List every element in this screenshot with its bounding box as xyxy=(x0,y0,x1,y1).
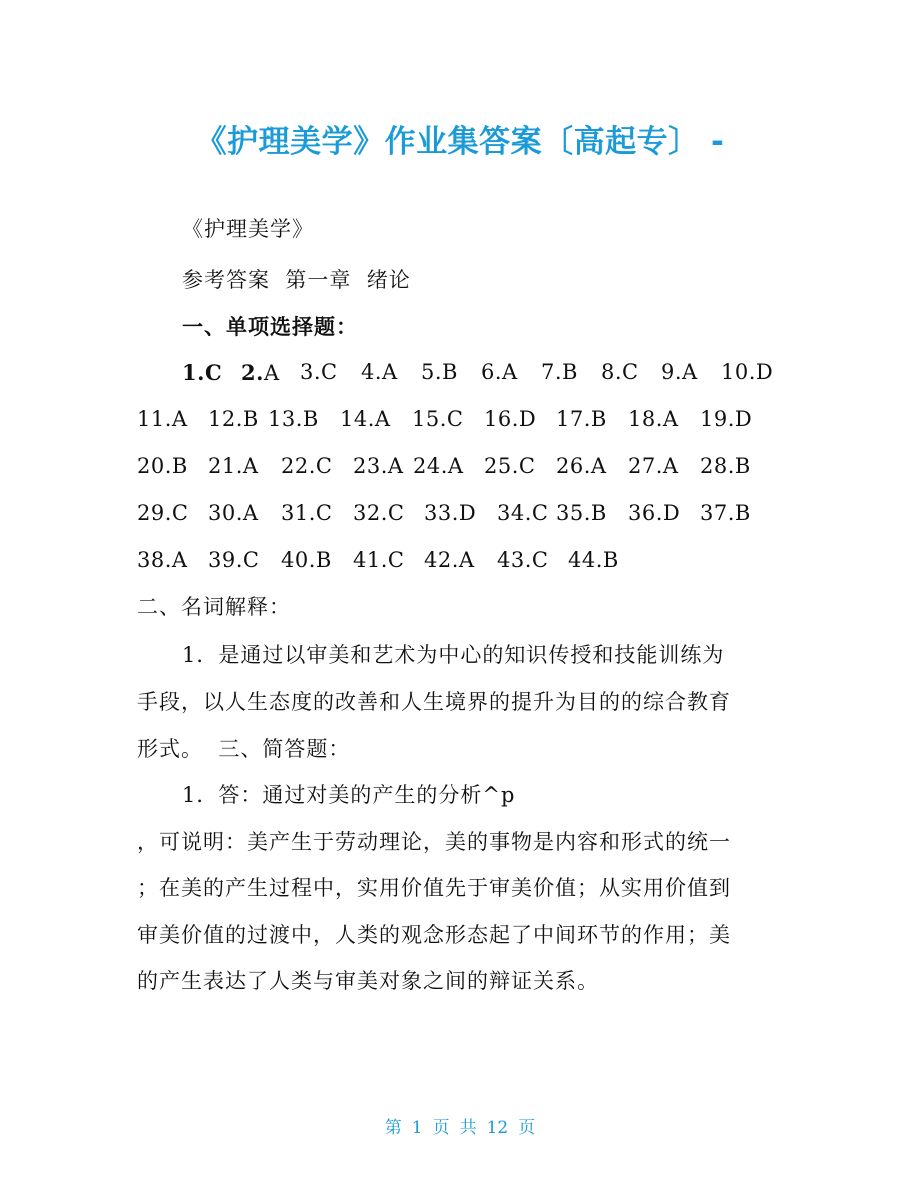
answer-letter: C xyxy=(315,501,333,525)
answer-item xyxy=(721,360,773,384)
answer-letter: A xyxy=(374,407,391,431)
question-number: 5. xyxy=(421,360,443,384)
question-number: 24. xyxy=(413,454,448,478)
answer-letter: C xyxy=(315,454,333,478)
answer-letter: C xyxy=(622,360,639,384)
answer-item xyxy=(137,548,188,572)
answer-letter: C xyxy=(242,548,260,572)
definition-line: 1．是通过以审美和艺术为中心的知识传授和技能训练为 xyxy=(182,643,725,667)
answer-item xyxy=(700,501,751,525)
answer-item xyxy=(182,360,222,385)
answer-item xyxy=(556,501,607,525)
answer-letter: C xyxy=(446,407,464,431)
question-number: 43. xyxy=(497,548,532,572)
footer-page-number: 1 xyxy=(411,1118,423,1138)
answer-letter: D xyxy=(518,407,537,431)
answer-item xyxy=(484,454,535,478)
answer-item xyxy=(497,501,548,525)
answer-item xyxy=(353,454,404,478)
answer-letter: A xyxy=(171,407,188,431)
answer-item xyxy=(556,407,607,431)
question-number: 21. xyxy=(208,454,243,478)
answer-item xyxy=(208,454,259,478)
chapter-heading: 参考答案 第一章 绪论 xyxy=(182,268,411,292)
question-number: 22. xyxy=(281,454,316,478)
answer-letter: B xyxy=(590,407,607,431)
answer-item xyxy=(700,407,752,431)
answer-letter: C xyxy=(204,360,223,385)
short-answer-line: 审美价值的过渡中，人类的观念形态起了中间环节的作用；美 xyxy=(137,923,731,947)
answer-letter: A xyxy=(387,454,404,478)
answer-item xyxy=(340,407,391,431)
question-number: 34. xyxy=(497,501,532,525)
answer-item xyxy=(268,407,319,431)
answer-item xyxy=(241,360,280,385)
question-number: 39. xyxy=(208,548,243,572)
answer-item xyxy=(424,548,475,572)
answer-item xyxy=(208,407,259,431)
question-number: 23. xyxy=(353,454,388,478)
question-number: 30. xyxy=(208,501,243,525)
answer-item xyxy=(601,360,639,384)
question-number: 26. xyxy=(556,454,591,478)
answer-letter: A xyxy=(502,360,518,384)
answer-letter: A xyxy=(662,407,679,431)
question-number: 12. xyxy=(208,407,243,431)
question-number: 19. xyxy=(700,407,735,431)
question-number: 6. xyxy=(481,360,503,384)
answer-item xyxy=(484,407,536,431)
answer-item xyxy=(300,360,338,384)
section-single-choice: 一、单项选择题： xyxy=(182,314,358,339)
answer-item xyxy=(137,501,188,525)
question-number: 27. xyxy=(628,454,663,478)
answer-letter: C xyxy=(531,548,549,572)
answer-item xyxy=(628,454,679,478)
question-number: 14. xyxy=(340,407,375,431)
answer-item xyxy=(353,501,404,525)
answer-letter: A xyxy=(242,454,259,478)
answer-item xyxy=(424,501,476,525)
answer-letter: B xyxy=(171,454,188,478)
footer-word: 页 xyxy=(518,1118,536,1138)
answer-letter: D xyxy=(662,501,681,525)
answer-letter: B xyxy=(734,501,751,525)
question-number: 8. xyxy=(601,360,623,384)
answer-item xyxy=(556,454,607,478)
answer-item xyxy=(361,360,398,384)
question-number: 17. xyxy=(556,407,591,431)
question-number: 35. xyxy=(556,501,591,525)
answer-item xyxy=(281,501,332,525)
question-number: 9. xyxy=(661,360,683,384)
question-number: 40. xyxy=(281,548,316,572)
question-number: 28. xyxy=(700,454,735,478)
answer-item xyxy=(481,360,518,384)
question-number: 33. xyxy=(424,501,459,525)
answer-letter: C xyxy=(387,501,405,525)
answer-letter: A xyxy=(263,361,280,385)
question-number: 2. xyxy=(241,360,264,385)
answer-item xyxy=(353,548,404,572)
answer-item xyxy=(412,407,463,431)
question-number: 36. xyxy=(628,501,663,525)
answer-item xyxy=(661,360,698,384)
answer-key xyxy=(0,360,920,600)
answer-letter: D xyxy=(755,360,774,384)
answer-item xyxy=(628,501,680,525)
short-answer-line: ，可说明：美产生于劳动理论，美的事物是内容和形式的统一 xyxy=(137,830,731,854)
answer-letter: D xyxy=(734,407,753,431)
short-answer-line: 1．答：通过对美的产生的分析^p xyxy=(182,783,516,807)
answer-letter: B xyxy=(242,407,259,431)
answer-item xyxy=(137,454,188,478)
footer-total-pages: 12 xyxy=(486,1118,509,1138)
question-number: 13. xyxy=(268,407,303,431)
question-number: 29. xyxy=(137,501,172,525)
answer-letter: A xyxy=(662,454,679,478)
answer-letter: A xyxy=(682,360,698,384)
footer-word: 共 xyxy=(459,1118,477,1138)
answer-letter: A xyxy=(458,548,475,572)
answer-item xyxy=(413,454,464,478)
answer-letter: C xyxy=(518,454,536,478)
question-number: 15. xyxy=(412,407,447,431)
answer-item xyxy=(281,548,332,572)
answer-letter: A xyxy=(447,454,464,478)
question-number: 38. xyxy=(137,548,172,572)
answer-letter: D xyxy=(458,501,477,525)
question-number: 18. xyxy=(628,407,663,431)
answer-item xyxy=(208,501,259,525)
answer-letter: B xyxy=(602,548,619,572)
answer-letter: C xyxy=(531,501,549,525)
question-number: 10. xyxy=(721,360,756,384)
answer-letter: B xyxy=(562,360,578,384)
question-number: 16. xyxy=(484,407,519,431)
question-number: 20. xyxy=(137,454,172,478)
answer-letter: B xyxy=(315,548,332,572)
answer-letter: B xyxy=(442,360,458,384)
answer-item xyxy=(137,407,188,431)
footer-word: 页 xyxy=(432,1118,450,1138)
answer-item xyxy=(281,454,332,478)
question-number: 7. xyxy=(541,360,563,384)
question-number: 41. xyxy=(353,548,388,572)
question-number: 44. xyxy=(568,548,603,572)
definition-line: 形式。 三、简答题： xyxy=(137,737,351,761)
answer-item xyxy=(497,548,548,572)
answer-item xyxy=(541,360,578,384)
definition-line: 手段，以人生态度的改善和人生境界的提升为目的的综合教育 xyxy=(137,690,731,714)
answer-item xyxy=(208,548,259,572)
question-number: 4. xyxy=(361,360,383,384)
answer-letter: B xyxy=(302,407,319,431)
question-number: 1. xyxy=(182,360,205,385)
answer-letter: A xyxy=(382,360,398,384)
answer-item xyxy=(628,407,679,431)
answer-letter: A xyxy=(242,501,259,525)
question-number: 32. xyxy=(353,501,388,525)
section-terms: 二、名词解释： xyxy=(137,595,291,619)
question-number: 42. xyxy=(424,548,459,572)
question-number: 37. xyxy=(700,501,735,525)
document-title: 《护理美学》作业集答案〔高起专〕 - xyxy=(195,124,725,160)
answer-item xyxy=(568,548,619,572)
footer-word: 第 xyxy=(384,1118,402,1138)
answer-item xyxy=(421,360,458,384)
question-number: 31. xyxy=(281,501,316,525)
short-answer-line: ；在美的产生过程中，实用价值先于审美价值；从实用价值到 xyxy=(137,876,731,900)
answer-letter: C xyxy=(321,360,338,384)
question-number: 11. xyxy=(137,407,172,431)
answer-letter: C xyxy=(171,501,189,525)
answer-letter: B xyxy=(734,454,751,478)
answer-letter: C xyxy=(387,548,405,572)
answer-letter: A xyxy=(171,548,188,572)
short-answer-line: 的产生表达了人类与审美对象之间的辩证关系。 xyxy=(137,969,599,993)
question-number: 25. xyxy=(484,454,519,478)
answer-item xyxy=(700,454,751,478)
answer-letter: B xyxy=(590,501,607,525)
question-number: 3. xyxy=(300,360,322,384)
answer-letter: A xyxy=(590,454,607,478)
book-title: 《护理美学》 xyxy=(182,217,314,241)
page-footer xyxy=(0,1113,920,1138)
